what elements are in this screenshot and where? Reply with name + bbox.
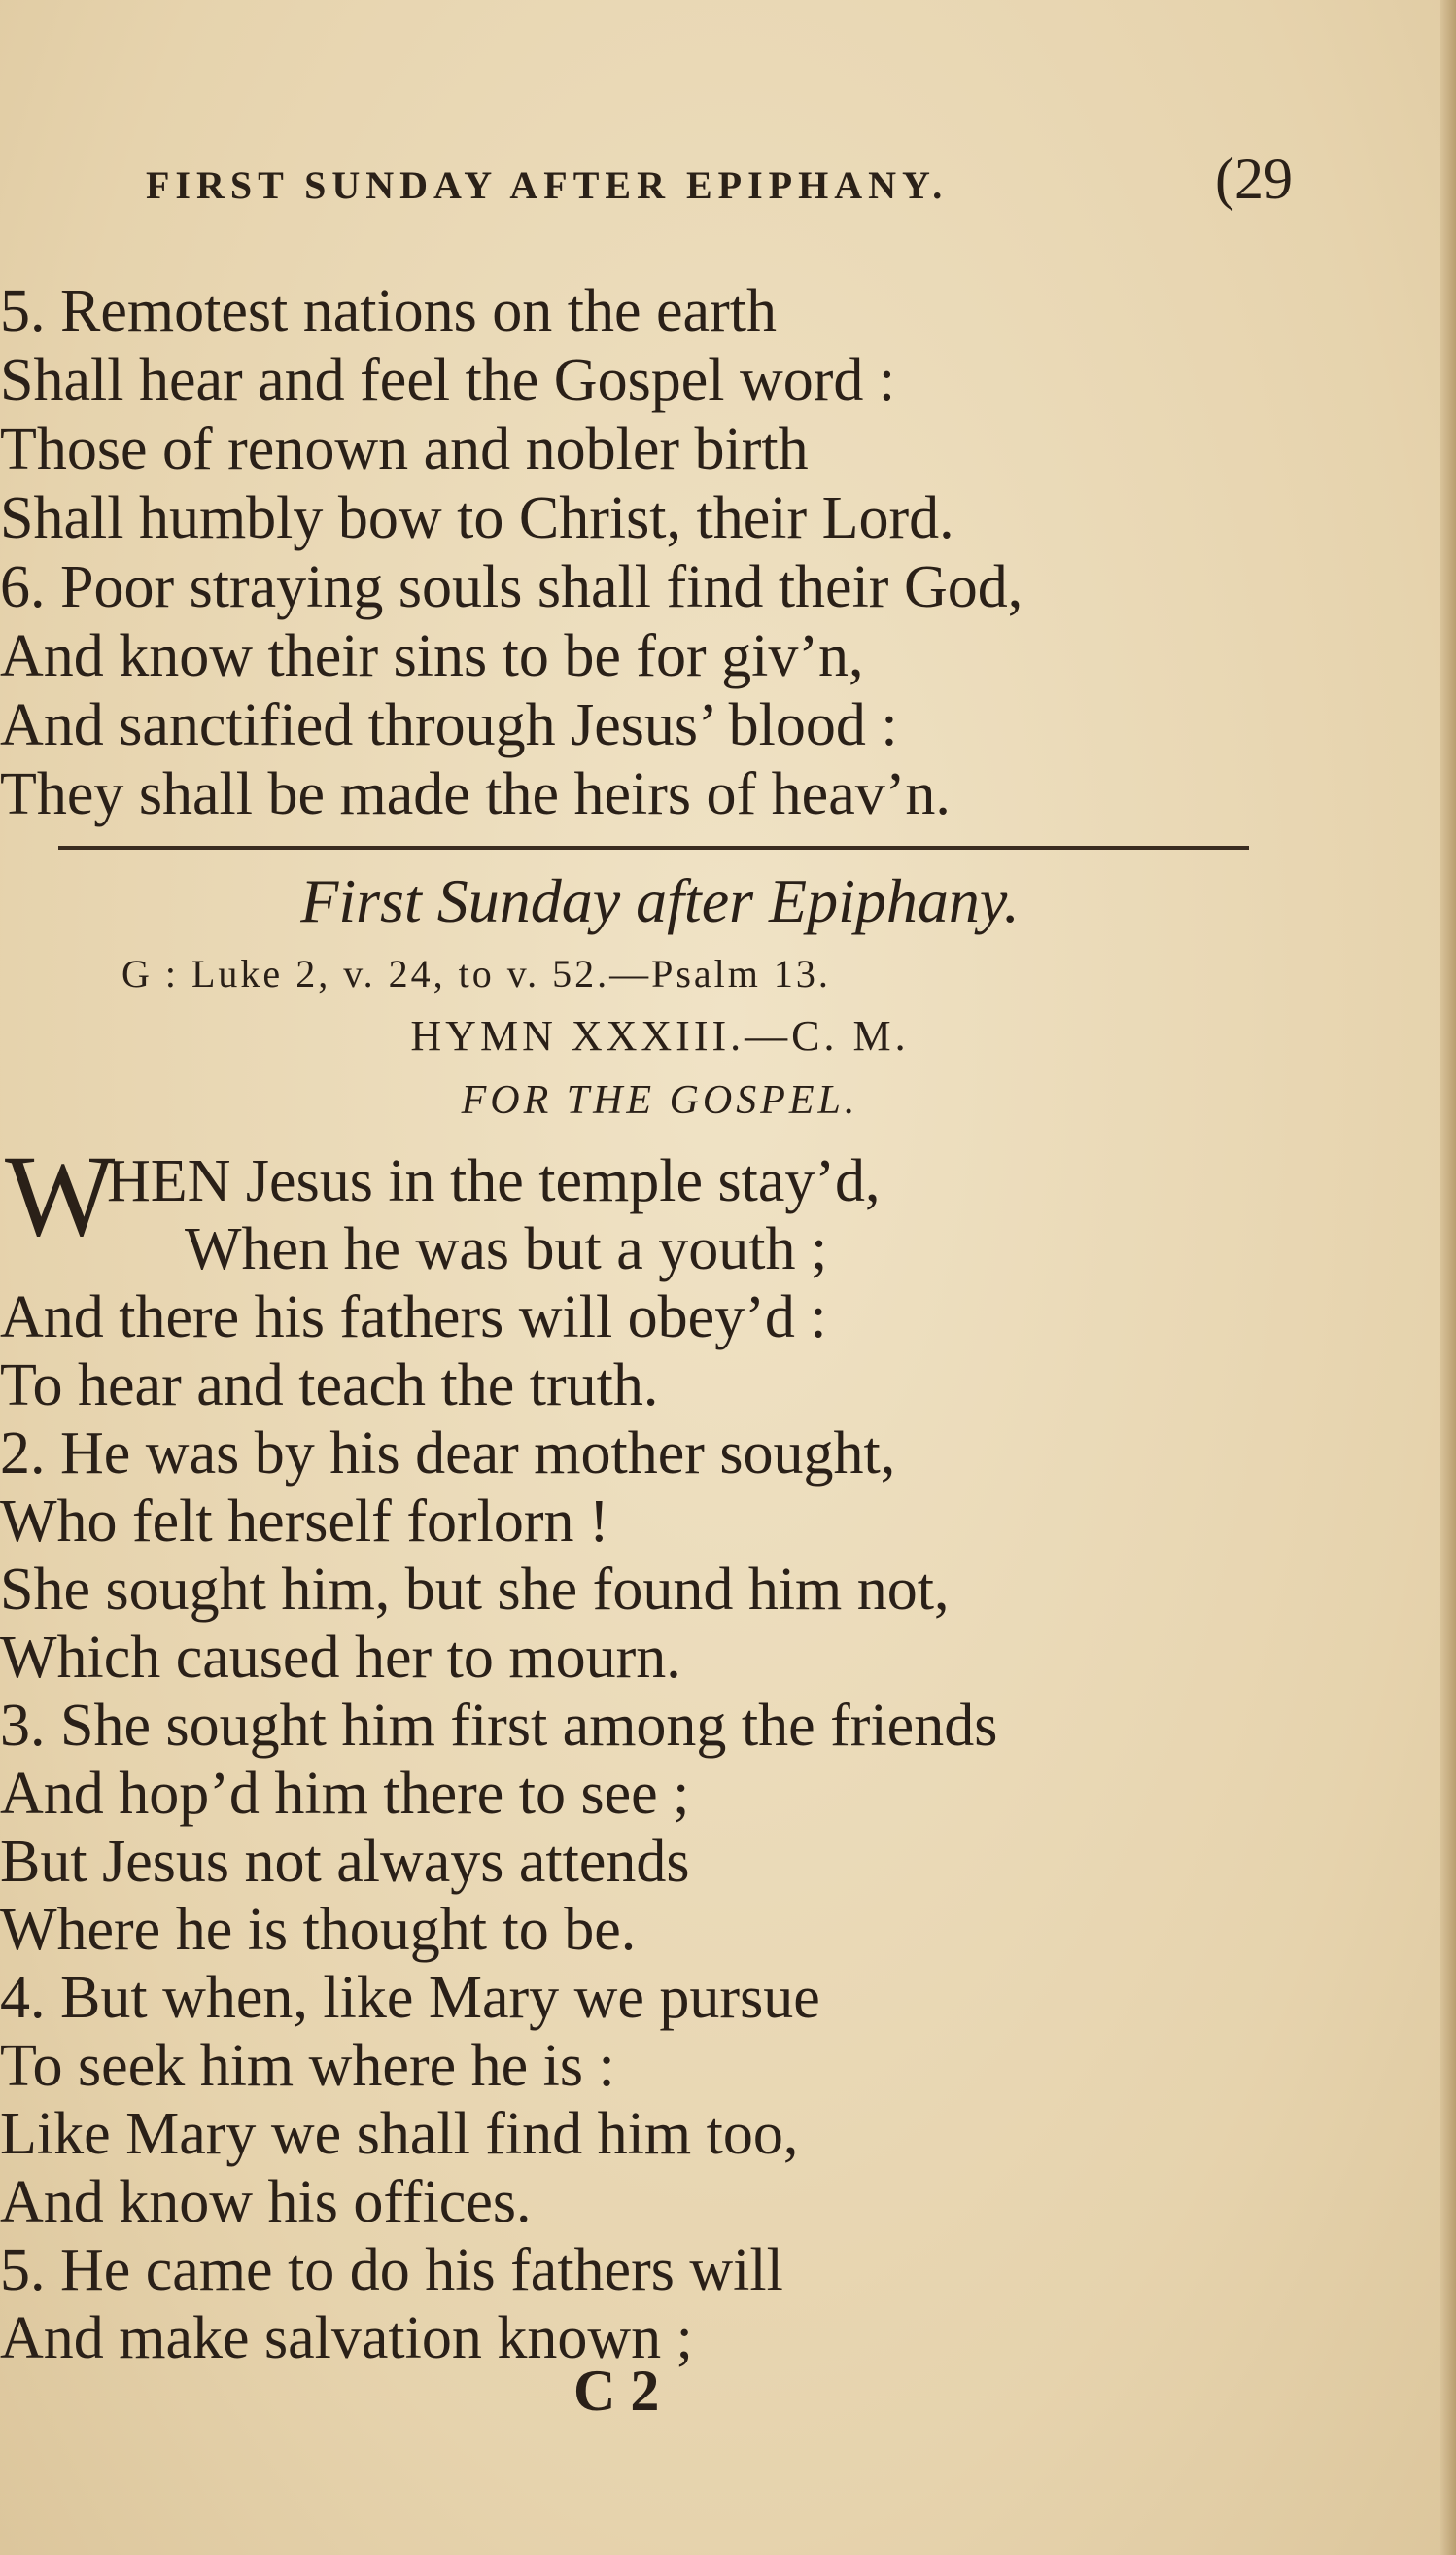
- drop-cap: W: [5, 1131, 116, 1260]
- hymn-number: HYMN XXXIII.—C. M.: [410, 1012, 910, 1060]
- hymn-line: 3. She sought him first among the friends: [0, 1693, 998, 1759]
- hymn-line: And hop’d him there to see ;: [0, 1761, 690, 1827]
- page-number: (29: [1215, 147, 1293, 211]
- hymn-line: Where he is thought to be.: [0, 1897, 637, 1963]
- scripture-reference: G : Luke 2, v. 24, to v. 52.—Psalm 13.: [121, 952, 831, 996]
- prev-hymn-line: 5. Remotest nations on the earth: [0, 278, 777, 344]
- hymn-line: She sought him, but she found him not,: [0, 1557, 950, 1623]
- prev-hymn-line: And know their sins to be for giv’n,: [0, 623, 864, 689]
- section-divider: [58, 846, 1249, 850]
- hymn-line: 4. But when, like Mary we pursue: [0, 1965, 820, 2031]
- running-header: [146, 146, 1293, 213]
- hymn-line: And make salvation known ;: [0, 2305, 693, 2371]
- hymn-subtitle: FOR THE GOSPEL.: [461, 1078, 859, 1123]
- prev-hymn-line: And sanctified through Jesus’ blood :: [0, 692, 898, 758]
- prev-hymn-line: Shall humbly bow to Christ, their Lord.: [0, 485, 954, 551]
- header-title: FIRST SUNDAY AFTER EPIPHANY.: [146, 163, 949, 207]
- hymn-line: And there his fathers will obey’d :: [0, 1284, 827, 1350]
- prev-hymn-line: They shall be made the heirs of heav’n.: [0, 761, 951, 827]
- section-title: First Sunday after Epiphany.: [300, 866, 1020, 935]
- hymn-line: When he was but a youth ;: [185, 1216, 828, 1282]
- prev-hymn-line: Those of renown and nobler birth: [0, 416, 809, 482]
- prev-hymn-line: 6. Poor straying souls shall find their God,: [0, 554, 1023, 620]
- hymn-line: Like Mary we shall find him too,: [0, 2101, 799, 2167]
- prev-hymn-line: Shall hear and feel the Gospel word :: [0, 347, 896, 413]
- hymn-line: To seek him where he is :: [0, 2033, 615, 2099]
- page-edge: [1440, 0, 1456, 2555]
- hymn-line: Which caused her to mourn.: [0, 1625, 681, 1691]
- signature-mark: C 2: [573, 2359, 660, 2423]
- hymn-first-line: HEN Jesus in the temple stay’d,: [107, 1148, 881, 1214]
- hymn-line: 5. He came to do his fathers will: [0, 2237, 783, 2303]
- hymn-line: But Jesus not always attends: [0, 1829, 690, 1895]
- hymn-line: Who felt herself forlorn !: [0, 1488, 609, 1555]
- hymn-line: To hear and teach the truth.: [0, 1352, 659, 1418]
- hymn-line: And know his offices.: [0, 2169, 532, 2235]
- hymn-line: 2. He was by his dear mother sought,: [0, 1420, 896, 1487]
